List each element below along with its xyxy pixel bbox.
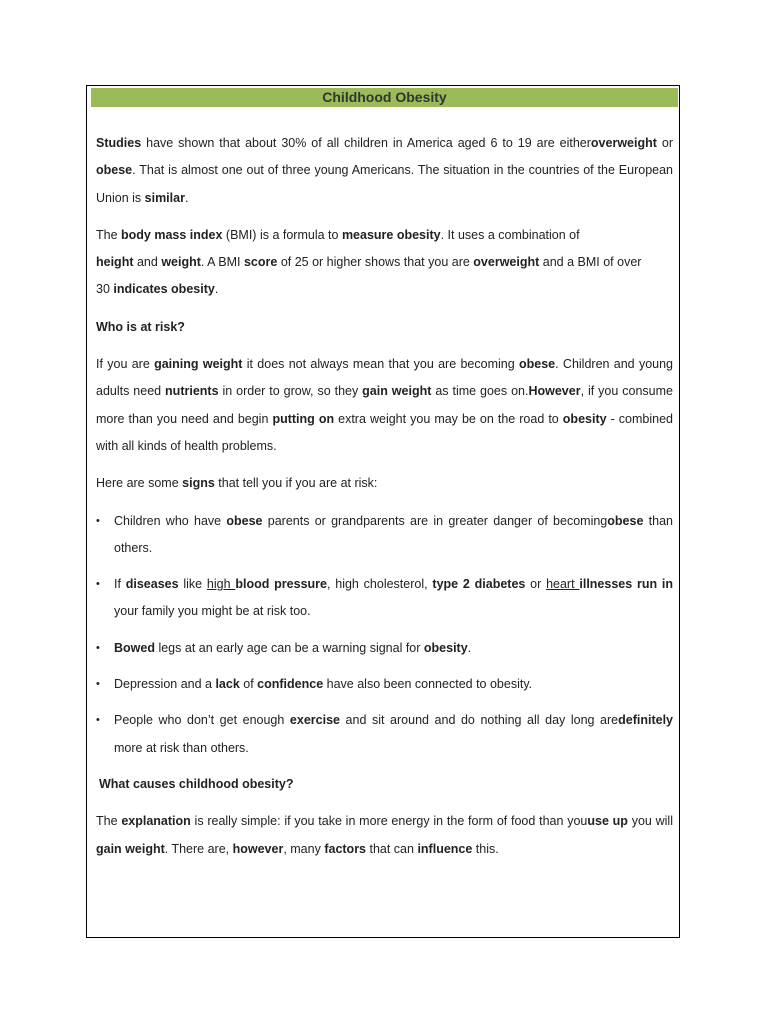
bold-text: body mass index	[121, 227, 223, 242]
text-run: and a BMI of over	[539, 255, 642, 270]
bold-text: gain weight	[96, 841, 165, 856]
bold-text: gain weight	[362, 384, 432, 399]
text-run: that tell you if you are at risk:	[214, 476, 378, 491]
text-run: Depression and a	[114, 677, 216, 692]
text-run: than others.	[114, 513, 673, 555]
text-run: 30	[96, 282, 114, 297]
text-run: The	[96, 814, 122, 829]
text-run: The	[96, 227, 122, 242]
text-run: that can	[366, 841, 418, 856]
paragraph-bmi	[96, 222, 673, 304]
text-run: , if you consume more than you need and begin	[96, 384, 673, 426]
paragraph-bmi-line-1	[96, 222, 673, 249]
text-run: like	[178, 577, 207, 592]
text-run: . There are,	[164, 841, 233, 856]
bold-text: overweight	[590, 136, 657, 150]
paragraph-gaining-weight	[96, 351, 673, 460]
heading-what-causes: What causes childhood obesity?	[99, 776, 294, 791]
bold-text: putting on	[272, 411, 335, 426]
bold-text: signs	[182, 476, 215, 491]
text-run: . A BMI	[200, 255, 244, 270]
text-run: legs at an early age can be a warning signal for	[154, 640, 424, 655]
bold-text: obese	[607, 513, 644, 528]
bold-text: exercise	[289, 713, 340, 728]
paragraph-intro	[96, 130, 673, 212]
underlined-text: heart	[546, 577, 580, 592]
text-run: it does not always mean that you are becoming	[242, 357, 519, 372]
underlined-text: high	[206, 577, 236, 592]
text-run: in order to grow, so they	[218, 384, 363, 399]
heading-who-at-risk: Who is at risk?	[96, 319, 185, 334]
document-body	[96, 130, 673, 873]
bold-text: obese	[96, 163, 133, 178]
list-item	[96, 635, 673, 662]
text-run: (BMI) is a formula to	[222, 227, 342, 242]
list-item	[96, 571, 673, 626]
bold-text: overweight	[473, 255, 540, 270]
list-item	[96, 671, 673, 698]
text-run: is really simple: if you take in more energy in the form of food than you	[190, 814, 588, 829]
bold-text: type 2 diabetes	[432, 577, 526, 592]
bold-text: height	[96, 255, 134, 270]
text-run: parents or grandparents are in greater danger of becoming	[262, 513, 608, 528]
text-run: If	[114, 577, 126, 592]
risk-signs-list	[96, 508, 673, 762]
text-run: . That is almost one out of three young Americans. The situation in the countries of the European Union is	[96, 163, 673, 205]
bold-text: illnesses run in	[579, 577, 674, 592]
list-item	[96, 707, 673, 762]
text-run: , high cholesterol,	[326, 577, 433, 592]
text-run: . Children and young adults need	[96, 357, 674, 399]
text-run: your family you might be at risk too.	[114, 604, 311, 619]
text-run: of 25 or higher shows that you are	[277, 255, 474, 270]
text-run: .	[467, 640, 472, 655]
bold-text: measure obesity	[341, 227, 441, 242]
text-run: , many	[283, 841, 325, 856]
bold-text: Bowed	[114, 640, 155, 655]
paragraph-signs	[96, 470, 673, 497]
text-run: extra weight you may be on the road to	[334, 411, 563, 426]
text-run: . It uses a combination of	[440, 227, 580, 242]
bold-text: definitely	[618, 713, 673, 728]
paragraph-explanation	[96, 808, 673, 863]
paragraph-bmi-line-3	[96, 276, 673, 303]
text-run: People who don’t get enough	[114, 713, 290, 728]
text-run: Children who have	[114, 513, 227, 528]
bold-text: obesity	[423, 640, 468, 655]
text-run: If you are	[96, 357, 155, 372]
bold-text: confidence	[257, 677, 324, 692]
document-title: Childhood Obesity	[91, 88, 678, 107]
bold-text: obese	[226, 513, 263, 528]
text-run: you will	[627, 814, 673, 829]
text-run: or	[656, 136, 673, 150]
bold-text: obese	[519, 357, 556, 372]
text-run: as time goes on.	[431, 384, 529, 399]
bold-text: use up	[587, 814, 628, 829]
text-run: of	[239, 677, 258, 692]
text-run: .	[214, 282, 219, 297]
bold-text: diseases	[125, 577, 179, 592]
bold-text: However	[528, 384, 581, 399]
bold-text: blood pressure	[235, 577, 327, 592]
text-run: this.	[472, 841, 499, 856]
bold-text: gaining weight	[154, 357, 243, 372]
bold-text: however	[232, 841, 284, 856]
list-item	[96, 508, 673, 563]
bold-text: similar	[144, 190, 185, 205]
bold-text: score	[243, 255, 278, 270]
bold-text: indicates obesity	[113, 282, 215, 297]
text-run: and	[133, 255, 162, 270]
paragraph-bmi-line-2	[96, 249, 673, 276]
text-run: have also been connected to obesity.	[323, 677, 533, 692]
text-run: and sit around and do nothing all day long are	[339, 713, 619, 728]
text-run: have shown that about 30% of all children in America aged 6 to 19 are either	[141, 136, 591, 150]
bold-text: influence	[417, 841, 473, 856]
text-run: or	[525, 577, 547, 592]
bold-text: explanation	[121, 814, 191, 829]
bold-text: lack	[215, 677, 240, 692]
bold-text: weight	[161, 255, 201, 270]
text-run: Here are some	[96, 476, 183, 491]
bold-text: Studies	[96, 136, 142, 150]
text-run: more at risk than others.	[114, 740, 249, 755]
text-run: - combined with all kinds of health problems.	[96, 411, 674, 453]
bold-text: nutrients	[165, 384, 219, 399]
text-run: .	[184, 190, 189, 205]
document-frame	[86, 85, 680, 938]
bold-text: obesity	[562, 411, 607, 426]
bold-text: factors	[324, 841, 367, 856]
